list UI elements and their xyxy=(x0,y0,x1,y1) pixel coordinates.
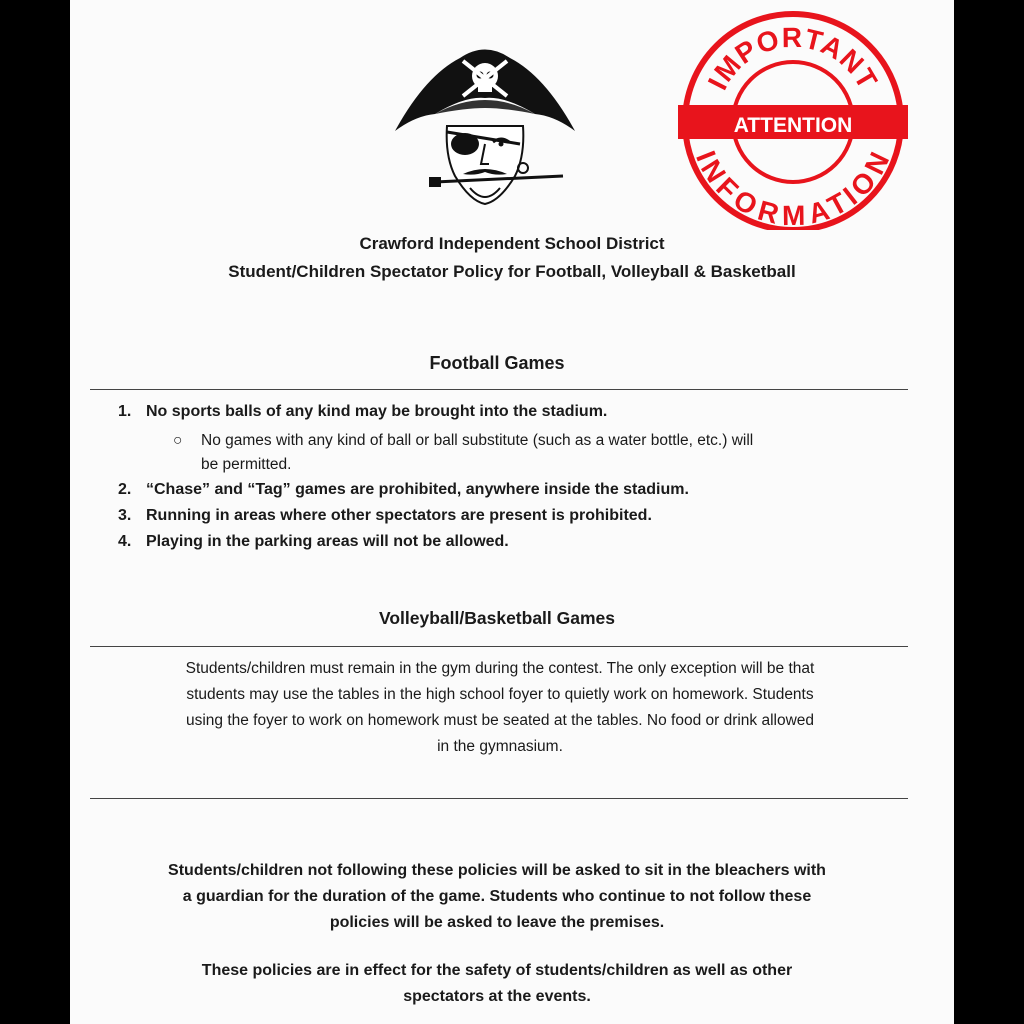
consequence-line: a guardian for the duration of the game. Students who continue to not follow these xyxy=(182,888,812,905)
football-rule-3 xyxy=(118,507,652,525)
stamp-top-text: IMPORTANT xyxy=(701,21,884,95)
district-name: Crawford Independent School District xyxy=(359,234,665,253)
stamp-bottom-text: INFORMATION xyxy=(690,146,896,230)
rule-text: “Chase” and “Tag” games are prohibited, anywhere inside the stadium. xyxy=(146,481,689,498)
rule-text: Playing in the parking areas will not be allowed. xyxy=(146,533,509,550)
volleyball-heading: Volleyball/Basketball Games xyxy=(378,608,616,628)
document-page xyxy=(70,0,954,1024)
safety-line: These policies are in effect for the safety of students/children as well as other xyxy=(201,962,793,979)
rule-number: 2. xyxy=(118,481,132,498)
football-rule-4 xyxy=(118,533,509,551)
consequence-line: policies will be asked to leave the premises. xyxy=(329,914,665,931)
rule-number: 1. xyxy=(118,403,132,420)
safety-line: spectators at the events. xyxy=(403,988,591,1005)
subitem-line-1: No games with any kind of ball or ball substitute (such as a water bottle, etc.) will xyxy=(201,432,754,449)
rule-text: Running in areas where other spectators are present is prohibited. xyxy=(146,507,652,524)
rule-number: 4. xyxy=(118,533,132,550)
consequence-line: Students/children not following these policies will be asked to sit in the bleachers with xyxy=(168,862,826,879)
policy-line: Students/children must remain in the gym during the contest. The only exception will be that xyxy=(185,660,815,677)
divider xyxy=(90,798,908,799)
policy-line: in the gymnasium. xyxy=(437,738,563,755)
football-heading: Football Games xyxy=(429,353,565,373)
policy-line: using the foyer to work on homework must be seated at the tables. No food or drink allowed xyxy=(185,712,815,729)
policy-line: students may use the tables in the high school foyer to quietly work on homework. Students xyxy=(186,686,814,703)
rule-text: No sports balls of any kind may be brought into the stadium. xyxy=(146,403,608,420)
policy-title: Student/Children Spectator Policy for Football, Volleyball & Basketball xyxy=(228,262,796,281)
football-rule-1 xyxy=(118,403,607,421)
safety-text xyxy=(90,958,904,1010)
stamp-band-text: ATTENTION xyxy=(733,114,853,137)
divider xyxy=(90,389,908,390)
subitem-line-2: be permitted. xyxy=(201,456,292,473)
divider xyxy=(90,646,908,647)
football-rule-2 xyxy=(118,481,689,499)
circle-bullet-icon: ○ xyxy=(173,432,183,449)
pirate-mascot-logo xyxy=(385,36,585,216)
rule-number: 3. xyxy=(118,507,132,524)
attention-stamp xyxy=(678,0,908,230)
volleyball-policy-text xyxy=(94,656,906,760)
consequence-text xyxy=(90,858,904,936)
football-rule-1-subitem xyxy=(173,429,913,477)
